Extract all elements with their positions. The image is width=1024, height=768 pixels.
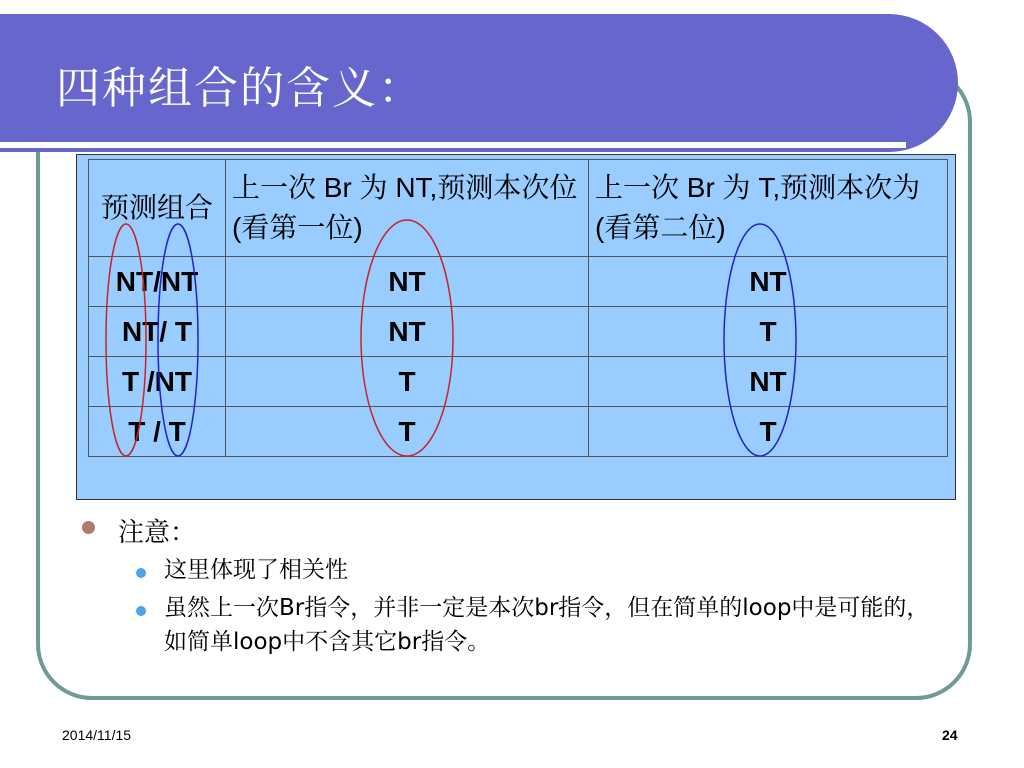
table-cell: T: [226, 357, 589, 407]
table-container: [76, 154, 956, 500]
sub-bullet-1: 这里体现了相关性: [164, 557, 348, 583]
sub-bullet-dot: [136, 606, 146, 616]
table-row: [89, 407, 948, 457]
sub-bullet-2: 虽然上一次Br指令，并非一定是本次br指令，但在简单的loop中是可能的，如简单loop中不含其它br指令。: [164, 595, 930, 655]
table-header-row: [89, 160, 948, 257]
table-cell: NT: [226, 257, 589, 307]
header-cell-prev-t: 上一次 Br 为 T,预测本次为(看第二位): [589, 160, 948, 257]
header-cell-combo: 预测组合: [89, 160, 226, 257]
sub-bullet-dot: [136, 568, 146, 578]
prediction-table: [88, 159, 948, 457]
table-cell: NT: [589, 357, 948, 407]
table-cell: NT: [589, 257, 948, 307]
table-row: [89, 257, 948, 307]
table-cell: T: [226, 407, 589, 457]
slide-title: 四种组合的含义：: [56, 63, 424, 114]
bullet-dot: [82, 521, 95, 534]
table-cell: T: [589, 307, 948, 357]
table-cell: T: [589, 407, 948, 457]
footer-date: 2014/11/15: [62, 727, 132, 743]
title-underline: [0, 142, 906, 148]
table-row: [89, 307, 948, 357]
table-cell: T / T: [89, 407, 226, 457]
note-label: 注意：: [118, 518, 197, 548]
table-cell: T /NT: [89, 357, 226, 407]
table-cell: NT: [226, 307, 589, 357]
table-cell: NT/ T: [89, 307, 226, 357]
header-cell-prev-nt: 上一次 Br 为 NT,预测本次位(看第一位): [226, 160, 589, 257]
title-bar: [0, 14, 958, 152]
table-row: [89, 357, 948, 407]
page-number: 24: [942, 727, 958, 743]
table-cell: NT/NT: [89, 257, 226, 307]
